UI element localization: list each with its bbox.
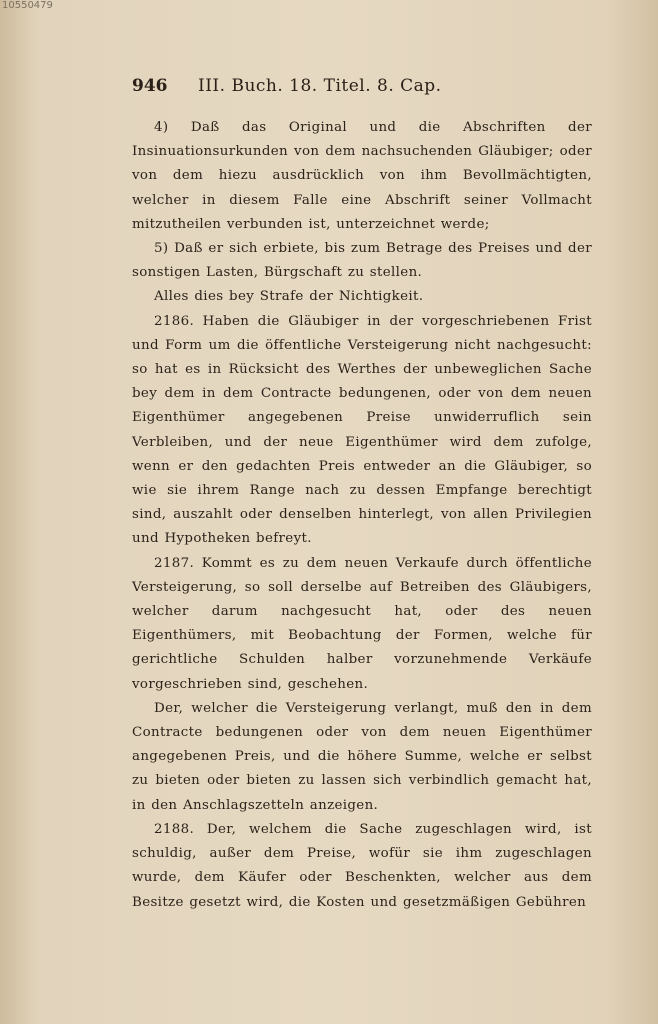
paragraph-2186: 2186. Haben die Gläubiger in der vorgeschriebenen Frist und Form um die öffentliche Versteigerung nicht nachgesucht: so hat es in Rücksicht des Werthes der unbeweglichen Sache bey dem in dem Contracte bedungenen, oder von dem neuen Eigenthümer angegebenen Preise unwiderruflich sein Verbleiben, und der neue Eigenthümer wird dem zufolge, wenn er den gedachten Preis entweder an die Gläubiger, so wie sie ihrem Range nach zu dessen Empfange berechtigt sind, auszahlt oder denselben hinterlegt, von allen Privilegien und Hypotheken befreyt. (132, 313, 592, 547)
paragraph-2188: 2188. Der, welchem die Sache zugeschlagen wird, ist schuldig, außer dem Preise, wofür sie ihm zugeschlagen wurde, dem Käufer oder Beschenkten, welcher aus dem Besitze gesetzt wird, die Kosten und gesetzmäßigen Gebühren (132, 821, 592, 910)
paragraph-2187-continued: Der, welcher die Versteigerung verlangt, muß den in dem Contracte bedungenen oder von dem neuen Eigenthümer angegebenen Preis, und die höhere Summe, welche er selbst zu bieten oder bieten zu lassen sich verbindlich gemacht hat, in den Anschlagszetteln anzeigen. (132, 700, 592, 813)
paragraph-penalty: Alles dies bey Strafe der Nichtigkeit. (154, 289, 424, 305)
paragraph-2187: 2187. Kommt es zu dem neuen Verkaufe durch öffentliche Versteigerung, so soll derselbe auf Betreiben des Gläubigers, welcher darum nachgesucht hat, oder des neuen Eigenthümers, mit Beobachtung der Formen, welche für gerichtliche Schulden halber vorzunehmende Verkäufe vorgeschrieben sind, geschehen. (132, 555, 592, 692)
page-number: 946 (132, 76, 168, 96)
page-header (132, 76, 512, 106)
running-title: III. Buch. 18. Titel. 8. Cap. (198, 76, 442, 96)
scan-id-label: 10550479 (2, 0, 53, 11)
paragraph-item-5: 5) Daß er sich erbiete, bis zum Betrage des Preises und der sonstigen Lasten, Bürgschaft zu stellen. (132, 241, 592, 281)
paragraph-item-4: 4) Daß das Original und die Abschriften der Insinuationsurkunden von dem nachsuchenden Gläubiger; oder von dem hiezu ausdrücklich von ihm Bevollmächtigten, welcher in diesem Falle eine Abschrift seiner Vollmacht mitzutheilen verbunden ist, unterzeichnet werde; (132, 120, 592, 232)
page-body (132, 116, 592, 915)
